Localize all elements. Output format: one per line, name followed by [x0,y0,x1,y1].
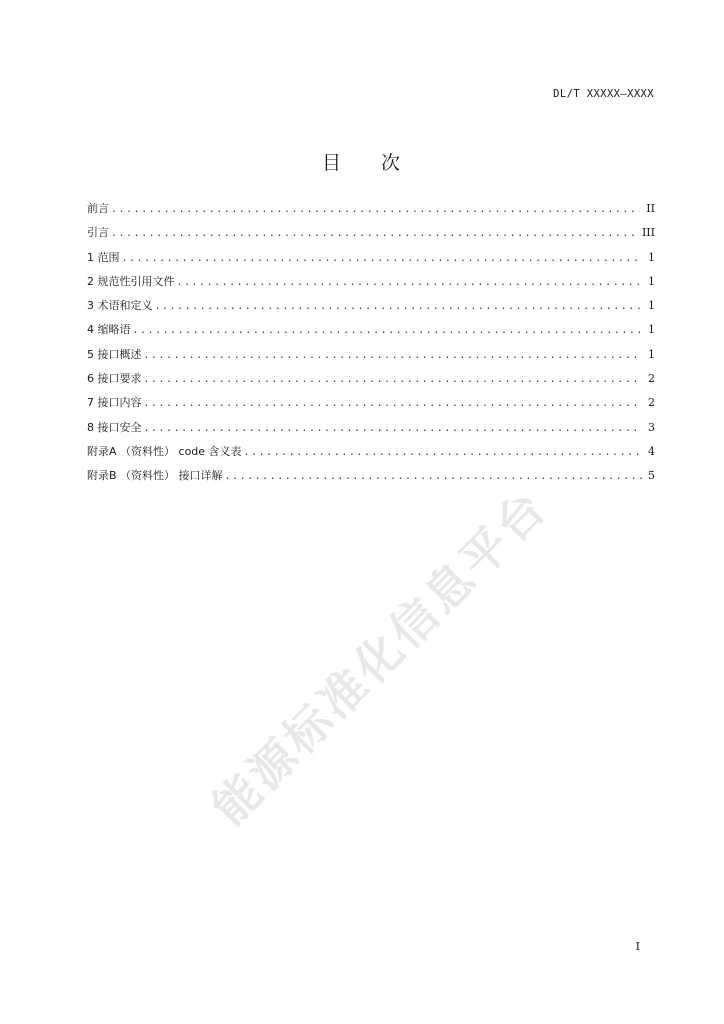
toc-entry-page: 1 [648,347,655,361]
toc-leader-dots [144,374,643,385]
toc-entry-interface-content[interactable] [87,394,655,418]
toc-entry-page: 1 [648,323,655,337]
toc-leader-dots [244,447,642,458]
toc-entry-label: 4 缩略语 [87,323,131,337]
toc-entry-abbreviations[interactable] [87,321,655,345]
toc-leader-dots [144,423,643,434]
toc-entry-label: 1 范围 [87,250,120,264]
toc-entry-label: 3 术语和定义 [87,299,153,313]
toc-leader-dots [155,301,643,312]
page-title [0,148,724,175]
toc-leader-dots [177,277,643,288]
toc-entry-page: 1 [648,250,655,264]
toc-entry-interface-security[interactable] [87,419,655,443]
toc-entry-page: III [641,226,655,240]
toc-entry-label: 附录A （资料性） code 含义表 [87,444,242,458]
toc-entry-normative-references[interactable] [87,273,655,297]
toc-entry-interface-overview[interactable] [87,346,655,370]
toc-leader-dots [111,228,636,239]
toc-entry-label: 2 规范性引用文件 [87,274,175,288]
toc-entry-appendix-b[interactable] [87,467,655,491]
toc-leader-dots [133,325,643,336]
toc-entry-interface-requirements[interactable] [87,370,655,394]
table-of-contents [87,200,655,492]
standard-code: DL/T XXXXX—XXXX [553,88,654,100]
page-title-second: 次 [381,152,403,174]
toc-entry-page: 2 [648,372,655,386]
watermark: 能源标准化信息平台 [201,478,559,836]
toc-leader-dots [225,471,642,482]
toc-entry-scope[interactable] [87,249,655,273]
toc-entry-foreword[interactable] [87,200,655,224]
toc-entry-page: 2 [648,396,655,410]
toc-leader-dots [144,398,643,409]
toc-entry-page: II [646,202,655,215]
toc-entry-label: 8 接口安全 [87,420,142,434]
toc-leader-dots [111,204,640,215]
toc-entry-label: 前言 [87,202,109,215]
toc-entry-label: 引言 [87,226,109,240]
page-title-first: 目 [321,152,343,174]
toc-leader-dots [144,350,643,361]
toc-leader-dots [122,253,643,264]
page-number: I [635,940,640,953]
toc-entry-appendix-a[interactable] [87,443,655,467]
toc-entry-page: 3 [648,420,655,434]
toc-entry-page: 5 [648,469,655,483]
toc-entry-label: 5 接口概述 [87,347,142,361]
toc-entry-introduction[interactable] [87,224,655,248]
toc-entry-label: 6 接口要求 [87,372,142,386]
toc-entry-terms-definitions[interactable] [87,297,655,321]
toc-entry-label: 7 接口内容 [87,396,142,410]
toc-entry-page: 1 [648,274,655,288]
toc-entry-page: 1 [648,299,655,313]
toc-entry-page: 4 [648,444,655,458]
toc-entry-label: 附录B （资料性） 接口详解 [87,469,223,483]
